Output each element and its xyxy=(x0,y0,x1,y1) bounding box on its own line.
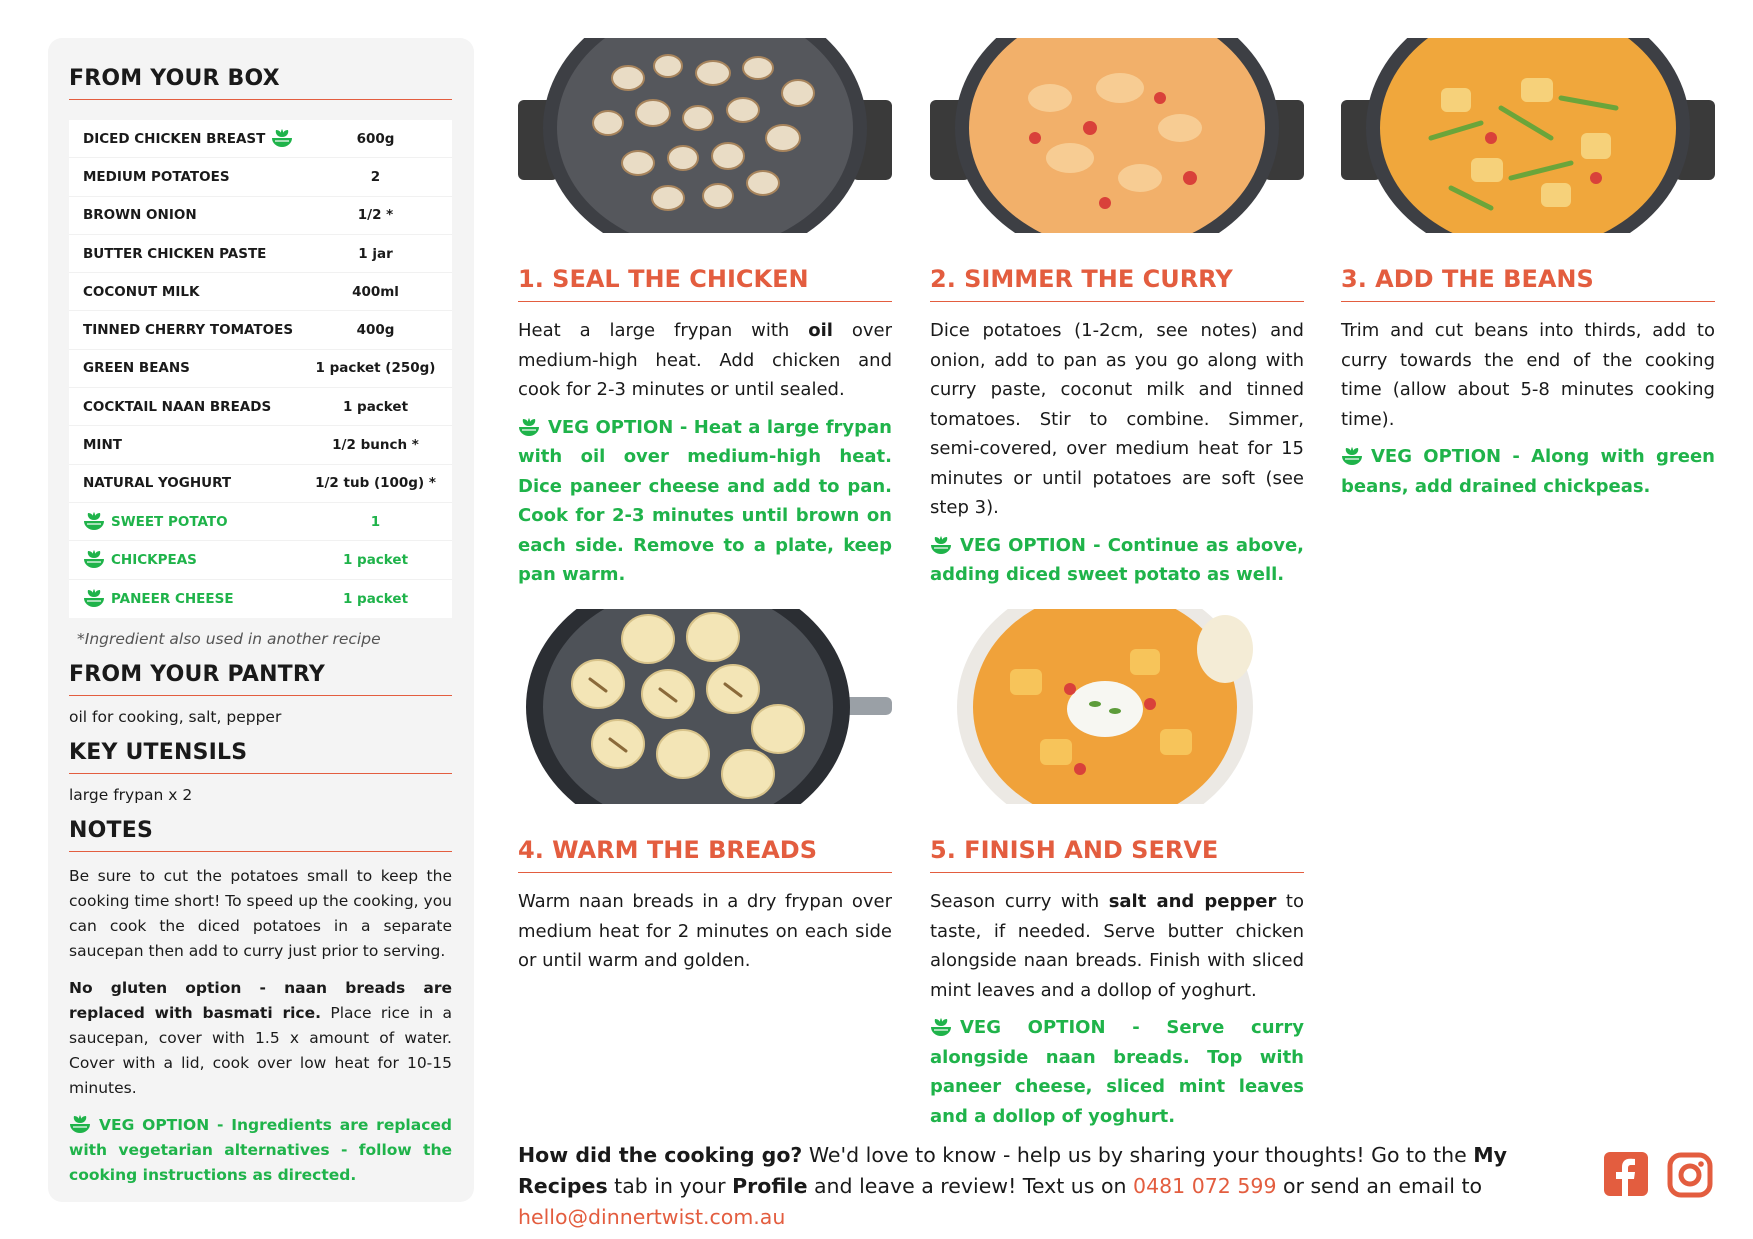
step-5-body-bold: salt and pepper xyxy=(1108,891,1277,912)
ingredients-sidebar xyxy=(48,38,474,1202)
ingredient-name: GREEN BEANS xyxy=(83,360,190,377)
profile-label: Profile xyxy=(732,1174,808,1198)
step-1-veg-text: VEG OPTION - Heat a large frypan with oil over medium-high heat. Dice paneer cheese and add to pan. Cook for 2-3 minutes until brown on each side. Remove to a plate, keep pan warm. xyxy=(518,416,892,585)
gluten-note-bold: No gluten option - naan breads are replaced with basmati rice. xyxy=(69,978,452,1022)
email-link[interactable]: hello@dinnertwist.com.au xyxy=(518,1205,786,1229)
ingredient-name: COCKTAIL NAAN BREADS xyxy=(83,398,272,415)
ingredient-row xyxy=(69,388,452,426)
ingredient-qty: 1 packet xyxy=(342,398,409,415)
step-5-veg-text: VEG OPTION - Serve curry alongside naan breads. Top with paneer cheese, sliced mint leaves and a dollop of yoghurt. xyxy=(930,1017,1304,1127)
ingredient-row xyxy=(69,273,452,311)
ingredient-name: COCONUT MILK xyxy=(83,283,200,300)
leaf-icon xyxy=(930,1018,952,1038)
ingredient-row xyxy=(69,158,452,196)
step-3-veg-option xyxy=(1341,442,1715,501)
step-1-body-part: over medium-high heat. Add chicken and cook for 2-3 minutes or until sealed. xyxy=(518,320,892,400)
step-2-veg-text: VEG OPTION - Continue as above, adding diced sweet potato as well. xyxy=(930,534,1304,585)
ingredient-table xyxy=(69,120,452,618)
notes-title: NOTES xyxy=(69,818,452,852)
notes-veg-option xyxy=(69,1113,452,1188)
ingredient-qty: 1 jar xyxy=(358,245,393,262)
step-1-body-bold: oil xyxy=(808,320,833,341)
ingredient-qty: 400g xyxy=(356,322,395,339)
step-1-body xyxy=(518,316,892,405)
step-5-body xyxy=(930,887,1304,1005)
ingredient-qty: 1 packet xyxy=(342,551,409,568)
ingredient-name: DICED CHICKEN BREAST xyxy=(83,130,266,147)
step-1-photo xyxy=(518,38,892,233)
ingredient-name: BROWN ONION xyxy=(83,207,197,224)
ingredient-row xyxy=(69,426,452,464)
footer-question: How did the cooking go? xyxy=(518,1143,803,1167)
step-2-veg-option xyxy=(930,531,1304,590)
ingredient-name: SWEET POTATO xyxy=(111,513,228,530)
my-recipes-label: My Recipes xyxy=(518,1143,1508,1198)
ingredient-row xyxy=(69,311,452,349)
gluten-note-text: Place rice in a saucepan, cover with 1.5 x amount of water. Cover with a lid, cook over low heat for 10-15 minutes. xyxy=(69,1003,452,1097)
ingredient-qty: 1/2 tub (100g) * xyxy=(315,475,436,492)
leaf-icon xyxy=(69,1115,91,1135)
facebook-icon[interactable] xyxy=(1604,1152,1648,1196)
utensils-title: KEY UTENSILS xyxy=(69,740,452,774)
step-5-body-part: Season curry with xyxy=(930,891,1109,912)
box-title: FROM YOUR BOX xyxy=(69,66,452,100)
step-3-body: Trim and cut beans into thirds, add to curry towards the end of the cooking time (allow about 5-8 minutes cooking time). xyxy=(1341,320,1715,430)
ingredient-name: CHICKPEAS xyxy=(111,551,197,568)
ingredient-row xyxy=(69,235,452,273)
instagram-icon[interactable] xyxy=(1667,1152,1713,1198)
ingredient-row xyxy=(69,120,452,158)
notes-paragraph: Be sure to cut the potatoes small to keep the cooking time short! To speed up the cooking, you can cook the diced potatoes in a separate saucepan then add to curry just prior to serving. xyxy=(69,866,452,960)
ingredient-row xyxy=(69,350,452,388)
step-5-body-part: to taste, if needed. Serve butter chicken alongside naan breads. Finish with sliced mint leaves and a dollop of yoghurt. xyxy=(930,891,1305,1001)
ingredient-name: PANEER CHEESE xyxy=(111,590,234,607)
footer-text: We'd love to know - help us by sharing your thoughts! Go to the xyxy=(802,1143,1474,1167)
leaf-icon xyxy=(930,536,952,556)
pantry-text: oil for cooking, salt, pepper xyxy=(69,707,282,726)
step-1 xyxy=(518,38,892,590)
ingredient-name: BUTTER CHICKEN PASTE xyxy=(83,245,267,262)
step-4-body: Warm naan breads in a dry frypan over medium heat for 2 minutes on each side or until warm and golden. xyxy=(518,891,892,971)
step-3-veg-text: VEG OPTION - Along with green beans, add drained chickpeas. xyxy=(1341,446,1715,497)
step-2 xyxy=(930,38,1304,590)
ingredient-qty: 1 packet xyxy=(342,590,409,607)
ingredient-qty: 1/2 * xyxy=(357,207,394,224)
notes-veg-text: VEG OPTION - Ingredients are replaced with vegetarian alternatives - follow the cooking instructions as directed. xyxy=(69,1115,452,1184)
step-4-photo xyxy=(518,609,892,804)
ingredient-qty: 1 xyxy=(370,513,381,530)
step-1-body-part: Heat a large frypan with xyxy=(518,320,809,341)
footer-text: tab in your xyxy=(607,1174,733,1198)
step-3 xyxy=(1341,38,1715,501)
step-4 xyxy=(518,609,892,976)
ingredient-footnote: *Ingredient also used in another recipe xyxy=(77,629,381,648)
ingredient-qty: 1 packet (250g) xyxy=(315,360,436,377)
footer-text: or send an email to xyxy=(1276,1174,1483,1198)
ingredient-name: TINNED CHERRY TOMATOES xyxy=(83,322,294,339)
step-5-photo xyxy=(930,609,1304,804)
step-5-veg-option xyxy=(930,1013,1304,1131)
ingredient-qty: 1/2 bunch * xyxy=(332,437,419,454)
step-2-body: Dice potatoes (1-2cm, see notes) and onion, add to pan as you go along with curry paste, coconut milk and tinned tomatoes. Stir to combine. Simmer, semi-covered, over medium heat for 15 minutes or until potatoes are soft (see step 3). xyxy=(930,320,1304,518)
step-1-title: 1. SEAL THE CHICKEN xyxy=(518,265,892,302)
ingredient-row-veg xyxy=(69,503,452,541)
step-3-photo xyxy=(1341,38,1715,233)
utensils-text: large frypan x 2 xyxy=(69,785,193,804)
step-2-title: 2. SIMMER THE CURRY xyxy=(930,265,1304,302)
ingredient-row xyxy=(69,465,452,503)
ingredient-name: NATURAL YOGHURT xyxy=(83,475,232,492)
step-1-veg-option xyxy=(518,413,892,590)
step-5 xyxy=(930,609,1304,1131)
pantry-title: FROM YOUR PANTRY xyxy=(69,662,452,696)
footer-text: and leave a review! Text us on xyxy=(807,1174,1134,1198)
feedback-footer xyxy=(518,1140,1578,1233)
ingredient-qty: 400ml xyxy=(352,283,399,300)
ingredient-qty: 2 xyxy=(370,168,381,185)
ingredient-row xyxy=(69,197,452,235)
step-4-title: 4. WARM THE BREADS xyxy=(518,836,892,873)
leaf-icon xyxy=(518,418,540,438)
leaf-icon xyxy=(83,512,105,532)
leaf-icon xyxy=(271,129,293,149)
gluten-note xyxy=(69,976,452,1101)
step-2-photo xyxy=(930,38,1304,233)
ingredient-qty: 600g xyxy=(356,130,395,147)
leaf-icon xyxy=(1341,447,1363,467)
step-5-title: 5. FINISH AND SERVE xyxy=(930,836,1304,873)
ingredient-name: MINT xyxy=(83,437,122,454)
step-3-title: 3. ADD THE BEANS xyxy=(1341,265,1715,302)
phone-link[interactable]: 0481 072 599 xyxy=(1133,1174,1277,1198)
ingredient-row-veg xyxy=(69,580,452,618)
ingredient-name: MEDIUM POTATOES xyxy=(83,168,230,185)
leaf-icon xyxy=(83,589,105,609)
ingredient-row-veg xyxy=(69,541,452,579)
leaf-icon xyxy=(83,550,105,570)
